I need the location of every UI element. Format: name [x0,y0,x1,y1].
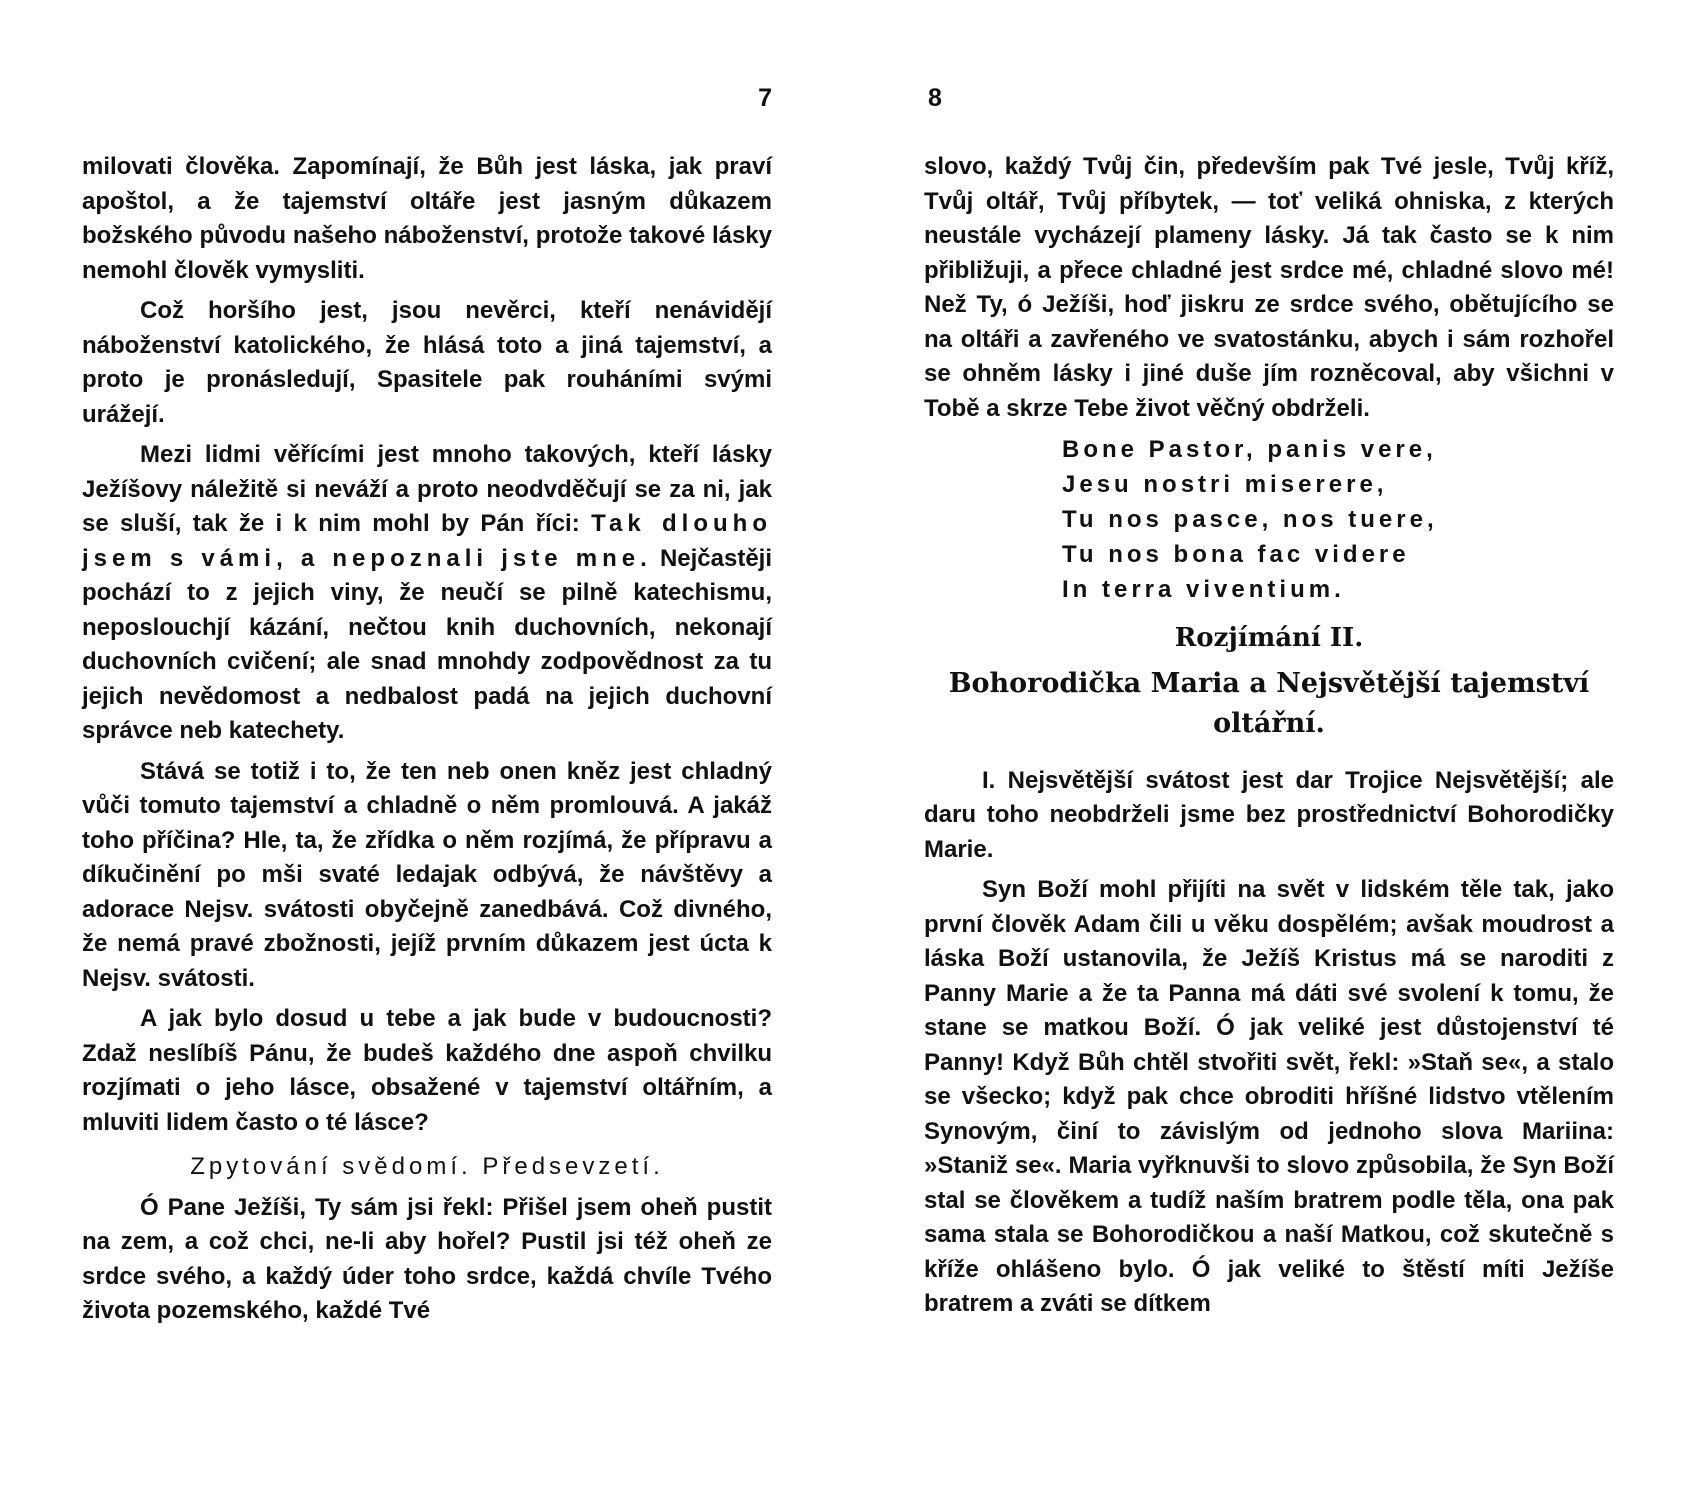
paragraph-text: Nejčastěji pochází to z jejich viny, že neučí se pilně katechismu, neposlouchjí kázání, nečtou knih duchovních, nekonají duchovních cvičení; ale snad mnohdy zodpovědnost za tu jejich nevědomost a nedbalost padá na jejich duchovní správce neb katechety. [82,544,773,744]
page-text [82,150,772,1335]
chapter-title-line: oltářní. [1213,707,1325,739]
paragraph: Což horšího jest, jsou nevěrci, kteří nenávidějí náboženství katolického, že hlásá toto a jiná tajemství, a proto je pronásledují, Spasitele pak rouháními svými urážejí. [82,297,772,428]
hymn-line: Tu nos bona fac videre [1062,541,1410,568]
section-subheading: Zpytování svědomí. Předsevzetí. [190,1153,664,1180]
latin-hymn [1062,432,1614,607]
paragraph: A jak bylo dosud u tebe a jak bude v budoucnosti? Zdaž neslíbíš Pánu, že budeš každého dne aspoň chvilku rozjímati o jeho lásce, obsažené v tajemství oltářním, a mluviti lidem často o té lásce? [82,1005,772,1136]
hymn-line: Jesu nostri miserere, [1062,471,1388,498]
paragraph-text: Mezi lidmi věřícími jest mnoho takových, kteří lásky Ježíšovy náležitě si neváží a proto neodvděčují se za ni, jak se sluší, tak že i k nim mohl by Pán říci: [82,441,772,537]
right-page [924,0,1614,1501]
left-page [82,0,772,1501]
paragraph: slovo, každý Tvůj čin, především pak Tvé jesle, Tvůj kříž, Tvůj oltář, Tvůj příbytek, — toť veliká ohniska, z kterých neustále vycházejí plameny lásky. Já tak často se k nim přibližuji, a přece chladné jest srdce mé, chladné slovo mé! Než Ty, ó Ježíši, hoď jiskru ze srdce svého, obětujícího se na oltáři a zavřeného ve svatostánku, abych i sám rozhořel se ohněm lásky i jiné duše jím rozněcoval, aby všichni v Tobě a skrze Tebe život věčný obdrželi. [924,153,1614,422]
quoted-saying: Tak dlouho jsem s vámi, a nepoznali jste mne. [82,510,772,572]
chapter-title-line: Bohorodička Maria a Nejsvětější tajemství [948,667,1590,699]
chapter-title [924,664,1614,744]
meditation-heading: Rozjímání II. [1174,623,1364,653]
page-number: 7 [758,84,772,112]
hymn-line: Bone Pastor, panis vere, [1062,436,1437,463]
hymn-line: Tu nos pasce, nos tuere, [1062,506,1438,533]
paragraph: Ó Pane Ježíši, Ty sám jsi řekl: Přišel jsem oheň pustit na zem, a což chci, ne-li aby hořel? Pustil jsi též oheň ze srdce svého, a každý úder toho srdce, každá chvíle Tvého života pozemského, každé Tvé [82,1193,772,1324]
paragraph [82,438,772,749]
hymn-line: In terra viventium. [1062,576,1345,603]
paragraph: milovati člověka. Zapomínají, že Bůh jest láska, jak praví apoštol, a že tajemství oltáře jest jasným důkazem božského původu našeho náboženství, protože takové lásky nemohl člověk vymysliti. [82,153,772,284]
paragraph: Syn Boží mohl přijíti na svět v lidském těle tak, jako první člověk Adam čili u věku dospělém; avšak moudrost a láska Boží ustanovila, že Ježíš Kristus má se naroditi z Panny Marie a že ta Panna má dáti své svolení k tomu, že stane se matkou Boží. Ó jak veliké jest důstojenství té Panny! Když Bůh chtěl stvořiti svět, řekl: »Staň se«, a stalo se všecko; když pak chce obroditi hříšné lidstvo vtělením Synovým, činí to závislým od jednoho slova Mariina: »Staniž se«. Maria vyřknuvši to slovo způsobila, že Syn Boží stal se člověkem a tudíž naším bratrem podle těla, ona pak sama stala se Bohorodičkou a naší Matkou, což skutečně s kříže ohlášeno bylo. Ó jak veliké to štěstí míti Ježíše bratrem a zváti se dítkem [924,876,1614,1317]
paragraph: I. Nejsvětější svátost jest dar Trojice Nejsvětější; ale daru toho neobdrželi jsme bez prostřednictví Bohorodičky Marie. [924,766,1614,863]
page-text [924,150,1614,1328]
page-number: 8 [928,84,942,112]
paragraph: Stává se totiž i to, že ten neb onen kněz jest chladný vůči tomuto tajemství a chladně o něm promlouvá. A jakáž toho příčina? Hle, ta, že zřídka o něm rozjímá, že přípravu a díkučinění po mši svaté ledajak odbývá, že návštěvy a adorace Nejsv. svátosti obyčejně zanedbává. Což divného, že nemá pravé zbožnosti, jejíž prvním důkazem jest úcta k Nejsv. svátosti. [82,757,772,992]
